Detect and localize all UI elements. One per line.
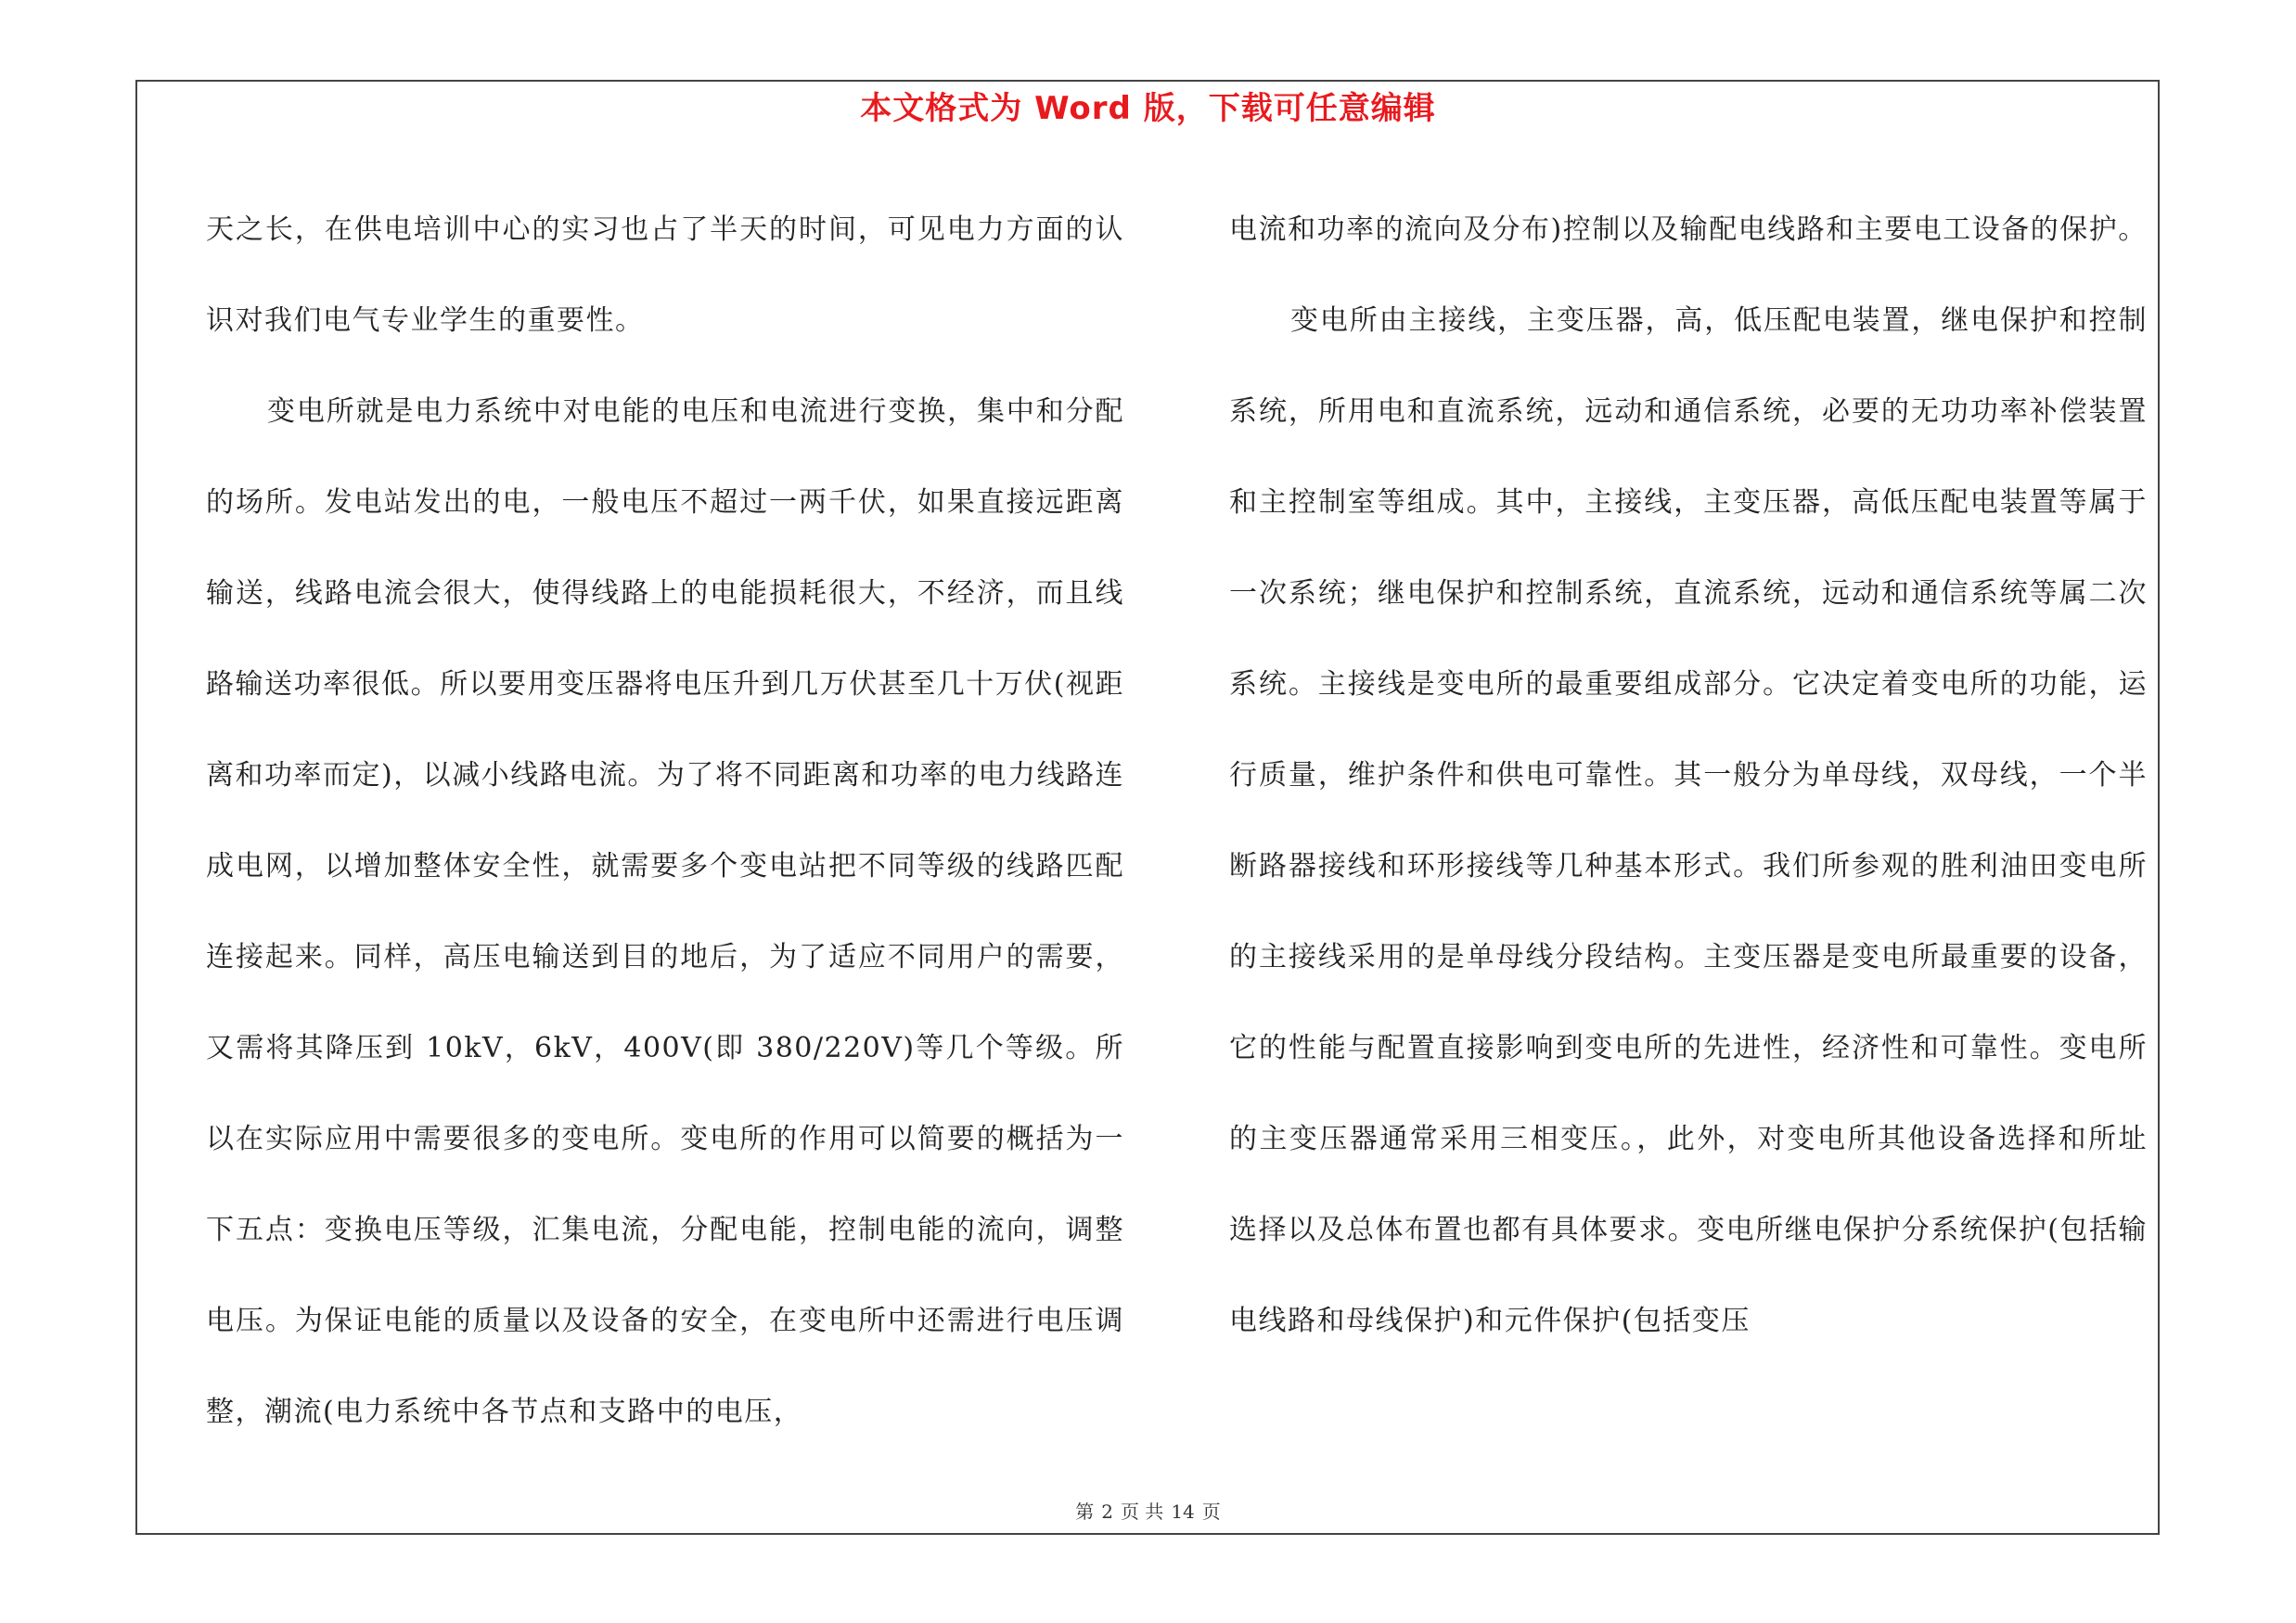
format-banner: 本文格式为 Word 版，下载可任意编辑 (860, 90, 1436, 127)
left-column (206, 185, 1124, 1458)
page-label-prefix: 第 (1075, 1501, 1095, 1523)
current-page-number: 2 (1101, 1501, 1113, 1523)
right-paragraph-1: 电流和功率的流向及分布)控制以及输配电线路和主要电工设备的保护。 (1229, 213, 2148, 246)
total-page-number: 14 (1171, 1501, 1195, 1523)
right-paragraph-2: 变电所由主接线，主变压器，高，低压配电装置，继电保护和控制系统，所用电和直流系统，远动和通信系统，必要的无功功率补偿装置和主控制室等组成。其中，主接线，主变压器，高低压配电装置等属于一次系统；继电保护和控制系统，直流系统，远动和通信系统等属二次系统。主接线是变电所的最重要组成部分。它决定着变电所的功能，运行质量，维护条件和供电可靠性。其一般分为单母线，双母线，一个半断路器接线和环形接线等几种基本形式。我们所参观的胜利油田变电所的主接线采用的是单母线分段结构。主变压器是变电所最重要的设备，它的性能与配置直接影响到变电所的先进性，经济性和可靠性。变电所的主变压器通常采用三相变压。，此外，对变电所其他设备选择和所址选择以及总体布置也都有具体要求。变电所继电保护分系统保护(包括输电线路和母线保护)和元件保护(包括变压 (1229, 304, 2148, 1337)
page-label-suffix: 页 (1201, 1501, 1221, 1523)
page-footer (0, 1498, 2296, 1526)
page-label-mid: 页 共 (1120, 1501, 1164, 1523)
left-paragraph-1: 天之长，在供电培训中心的实习也占了半天的时间，可见电力方面的认识对我们电气专业学生的重要性。 (206, 213, 1124, 337)
right-column (1229, 185, 2148, 1367)
left-paragraph-2: 变电所就是电力系统中对电能的电压和电流进行变换，集中和分配的场所。发电站发出的电，一般电压不超过一两千伏，如果直接远距离输送，线路电流会很大，使得线路上的电能损耗很大，不经济，而且线路输送功率很低。所以要用变压器将电压升到几万伏甚至几十万伏(视距离和功率而定)，以减小线路电流。为了将不同距离和功率的电力线路连成电网，以增加整体安全性，就需要多个变电站把不同等级的线路匹配连接起来。同样，高压电输送到目的地后，为了适应不同用户的需要，又需将其降压到 10kV，6kV，400V(即 380/220V)等几个等级。所以在实际应用中需要很多的变电所。变电所的作用可以简要的概括为一下五点：变换电压等级，汇集电流，分配电能，控制电能的流向，调整电压。为保证电能的质量以及设备的安全，在变电所中还需进行电压调整，潮流(电力系统中各节点和支路中的电压， (206, 395, 1124, 1428)
